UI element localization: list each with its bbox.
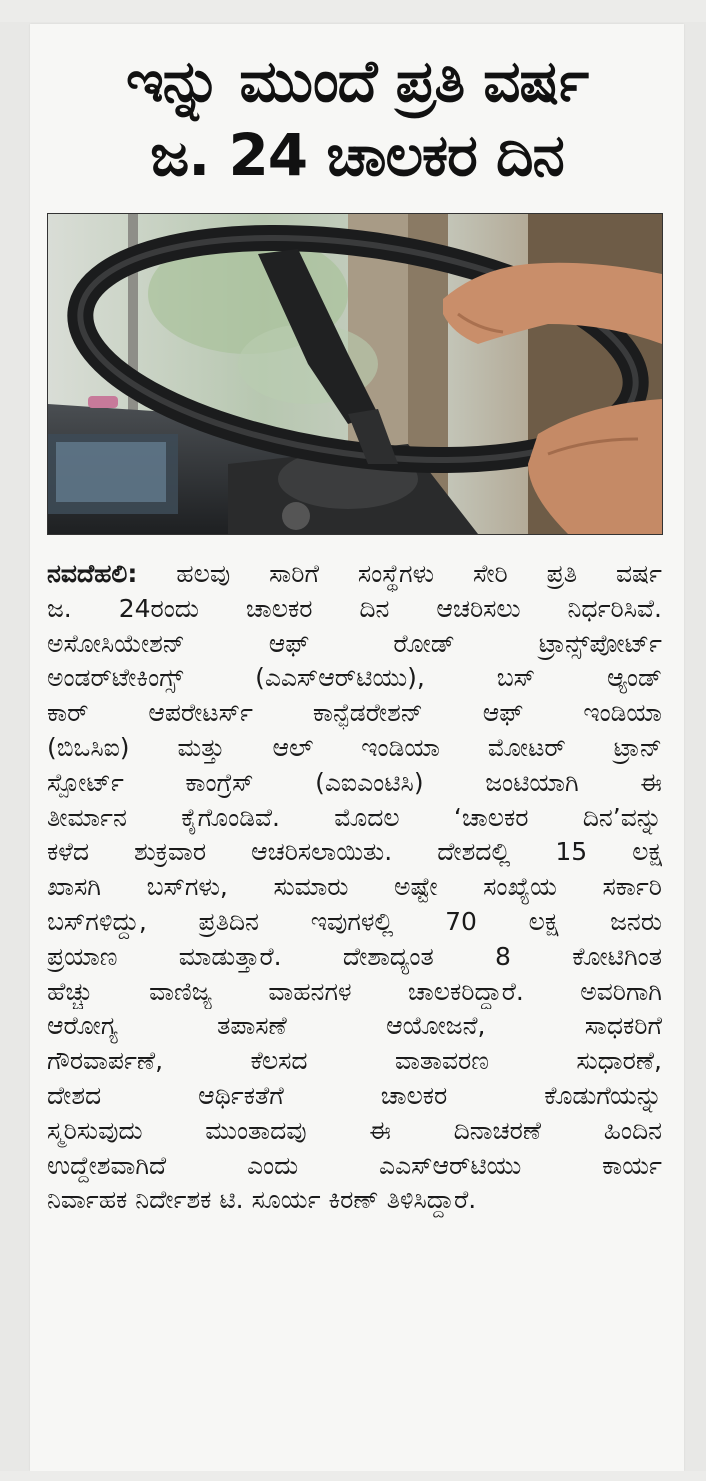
article-line: ಅಸೋಸಿಯೇಶನ್ ಆಫ್ ರೋಡ್ ಟ್ರಾನ್ಸ್‌ಪೋರ್ಟ್ bbox=[47, 628, 662, 658]
article-line: ಉದ್ದೇಶವಾಗಿದೆ ಎಂದು ಎಎಸ್‌ಆರ್‌ಟಿಯು ಕಾರ್ಯ bbox=[47, 1150, 662, 1180]
article-line: ದೇಶದ ಆರ್ಥಿಕತೆಗೆ ಚಾಲಕರ ಕೊಡುಗೆಯನ್ನು bbox=[47, 1080, 662, 1110]
headline-line-1: ಇನ್ನು ಮುಂದೆ ಪ್ರತಿ ವರ್ಷ bbox=[125, 47, 589, 115]
article-line: ಕಾರ್ ಆಪರೇಟರ್ಸ್ ಕಾನ್ಫೆಡರೇಶನ್ ಆಫ್ ಇಂಡಿಯಾ bbox=[47, 698, 662, 728]
top-cropped-strip bbox=[0, 0, 706, 22]
headline bbox=[30, 44, 684, 192]
article-line: ಹೆಚ್ಚು ವಾಣಿಜ್ಯ ವಾಹನಗಳ ಚಾಲಕರಿದ್ದಾರೆ. ಅವರಿಗಾಗಿ bbox=[47, 976, 662, 1006]
article-line: ತೀರ್ಮಾನ ಕೈಗೊಂಡಿವೆ. ಮೊದಲ ‘ಚಾಲಕರ ದಿನ’ವನ್ನು bbox=[47, 802, 662, 832]
article-line-text: ಹಲವು ಸಾರಿಗೆ ಸಂಸ್ಥೆಗಳು ಸೇರಿ ಪ್ರತಿ ವರ್ಷ bbox=[137, 559, 662, 588]
article-line: ನಿರ್ವಾಹಕ ನಿರ್ದೇಶಕ ಟಿ. ಸೂರ್ಯ ಕಿರಣ್ ತಿಳಿಸಿದ್ದಾರೆ. bbox=[47, 1185, 477, 1215]
article-line: ಜ. 24ರಂದು ಚಾಲಕರ ದಿನ ಆಚರಿಸಲು ನಿರ್ಧರಿಸಿವೆ. bbox=[47, 593, 662, 623]
article-line: ಆರೋಗ್ಯ ತಪಾಸಣೆ ಆಯೋಜನೆ, ಸಾಧಕರಿಗೆ bbox=[47, 1011, 662, 1041]
article-line: ಗೌರವಾರ್ಪಣೆ, ಕೆಲಸದ ವಾತಾವರಣ ಸುಧಾರಣೆ, bbox=[47, 1046, 662, 1076]
article-line: ಸ್ಪೋರ್ಟ್ ಕಾಂಗ್ರೆಸ್ (ಎಐಎಂಟಿಸಿ) ಜಂಟಿಯಾಗಿ ಈ bbox=[47, 767, 662, 797]
article-line: ಸ್ಮರಿಸುವುದು ಮುಂತಾದವು ಈ ದಿನಾಚರಣೆ ಹಿಂದಿನ bbox=[47, 1115, 662, 1145]
article-line: ಖಾಸಗಿ ಬಸ್‌ಗಳು, ಸುಮಾರು ಅಷ್ಟೇ ಸಂಖ್ಯೆಯ ಸರ್ಕಾರಿ bbox=[47, 872, 662, 902]
article-line bbox=[47, 557, 662, 592]
article-line: ಬಸ್‌ಗಳಿದ್ದು, ಪ್ರತಿದಿನ ಇವುಗಳಲ್ಲಿ 70 ಲಕ್ಷ ಜನರು bbox=[47, 906, 662, 936]
bottom-strip bbox=[0, 1471, 706, 1481]
article-line: ಅಂಡರ್‌ಟೇಕಿಂಗ್ಸ್ (ಎಎಸ್‌ಆರ್‌ಟಿಯು), ಬಸ್ ಆ್ಯಂಡ್ bbox=[47, 663, 662, 693]
headline-line-2: ಜ. 24 ಚಾಲಕರ ದಿನ bbox=[150, 121, 564, 189]
article-line: ಪ್ರಯಾಣ ಮಾಡುತ್ತಾರೆ. ದೇಶಾದ್ಯಂತ 8 ಕೋಟಿಗಿಂತ bbox=[47, 941, 662, 971]
dateline: ನವದೆಹಲಿ: bbox=[47, 559, 138, 588]
article-line: (ಬಿಒಸಿಐ) ಮತ್ತು ಆಲ್ ಇಂಡಿಯಾ ಮೋಟರ್ ಟ್ರಾನ್ bbox=[47, 732, 662, 762]
steering-wheel-photo bbox=[47, 213, 663, 535]
newspaper-clipping bbox=[30, 24, 684, 1471]
article-body bbox=[47, 557, 662, 1218]
article-line: ಕಳೆದ ಶುಕ್ರವಾರ ಆಚರಿಸಲಾಯಿತು. ದೇಶದಲ್ಲಿ 15 ಲಕ್ಷ bbox=[47, 837, 662, 867]
